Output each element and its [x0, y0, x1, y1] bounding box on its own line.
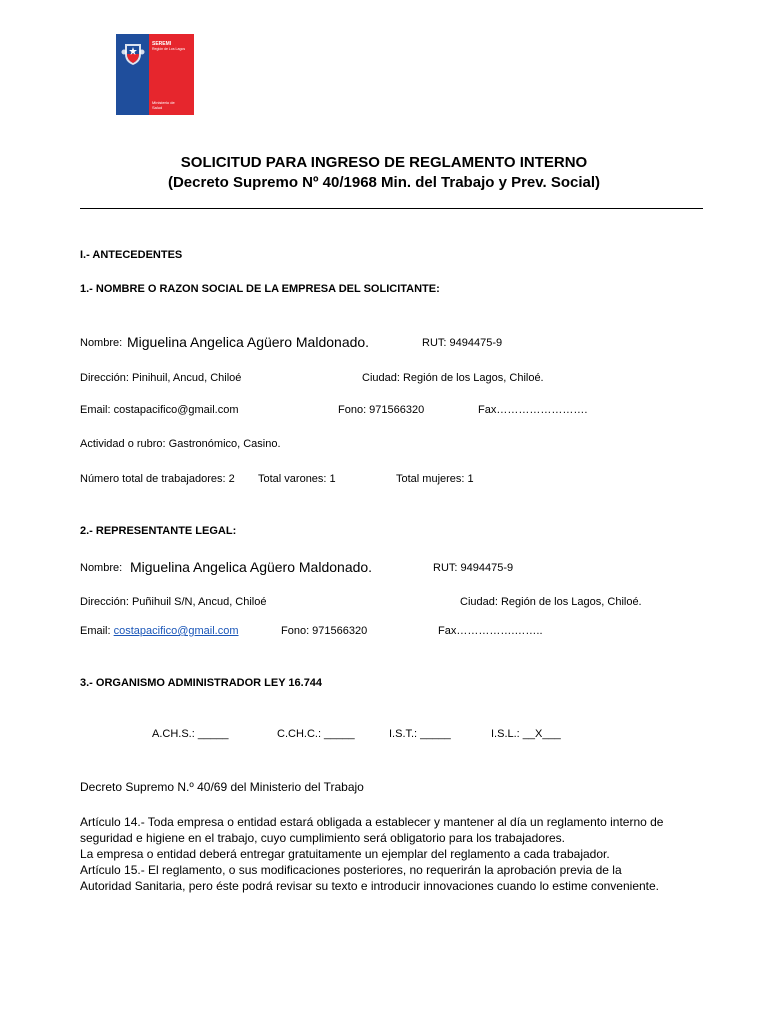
ist-field: I.S.T.: _____	[389, 728, 451, 740]
logo-ministerio-text: Ministerio de Salud	[152, 100, 175, 110]
actividad-value: Actividad o rubro: Gastronómico, Casino.	[80, 438, 281, 450]
achs-field: A.CH.S.: _____	[152, 728, 229, 740]
rep-fono-value: Fono: 971566320	[281, 625, 368, 637]
rep-nombre-value: Miguelina Angelica Agüero Maldonado.	[130, 559, 373, 575]
nombre-value: Miguelina Angelica Agüero Maldonado.	[127, 334, 370, 350]
logo-region-text: Región de Los Lagos	[152, 47, 186, 51]
rep-ciudad-value: Ciudad: Región de los Lagos, Chiloé.	[460, 596, 642, 608]
rep-rut-value: RUT: 9494475-9	[433, 562, 514, 574]
rep-nombre-label: Nombre:	[80, 562, 123, 574]
section-antecedentes-heading: I.- ANTECEDENTES	[80, 249, 183, 261]
article-15-line-1: Artículo 15.- El reglamento, o sus modificaciones posteriores, no requerirán la aprobación previa de la	[80, 863, 622, 877]
rep-email	[80, 625, 239, 637]
rep-fax-value: Fax…………….……..	[438, 625, 543, 637]
article-14-line-2: seguridad e higiene en el trabajo, cuyo cumplimiento será obligatorio para los trabajadores.	[80, 831, 565, 845]
article-15-line-2: Autoridad Sanitaria, pero éste podrá revisar su texto e introducir innovaciones cuando lo estime conveniente.	[80, 879, 660, 893]
decreto-title: Decreto Supremo N.º 40/69 del Ministerio del Trabajo	[80, 780, 364, 794]
section-representante-heading: 2.- REPRESENTANTE LEGAL:	[80, 525, 237, 537]
document-title: SOLICITUD PARA INGRESO DE REGLAMENTO INTERNO	[180, 154, 588, 171]
fono-value: Fono: 971566320	[338, 404, 425, 416]
chile-shield-icon	[119, 38, 147, 68]
decreto-articles	[80, 814, 710, 894]
document-subtitle: (Decreto Supremo Nº 40/1968 Min. del Trabajo y Prev. Social)	[167, 174, 601, 191]
fax-value: Fax…………………….	[478, 404, 588, 416]
direccion-value: Dirección: Pinihuil, Ancud, Chiloé	[80, 372, 242, 384]
rut-value: RUT: 9494475-9	[422, 337, 503, 349]
section-nombre-razon-heading: 1.- NOMBRE O RAZON SOCIAL DE LA EMPRESA DEL SOLICITANTE:	[80, 283, 440, 295]
logo-blue-band	[116, 34, 149, 115]
logo-seremi-text: SEREMI	[152, 41, 172, 47]
article-14-line-1: Artículo 14.- Toda empresa o entidad estará obligada a establecer y mantener al día un reglamento interno de	[80, 815, 664, 829]
cchc-field: C.CH.C.: _____	[277, 728, 355, 740]
article-14-line-3: La empresa o entidad deberá entregar gratuitamente un ejemplar del reglamento a cada trabajador.	[80, 847, 610, 861]
total-trabajadores: Número total de trabajadores: 2	[80, 473, 235, 485]
rep-email-link[interactable]: costapacifico@gmail.com	[113, 625, 239, 637]
nombre-label: Nombre:	[80, 337, 123, 349]
section-organismo-heading: 3.- ORGANISMO ADMINISTRADOR LEY 16.744	[80, 677, 323, 689]
seremi-logo	[116, 34, 194, 115]
total-mujeres: Total mujeres: 1	[396, 473, 474, 485]
total-varones: Total varones: 1	[258, 473, 336, 485]
rep-email-label: Email:	[80, 625, 114, 637]
email-value: Email: costapacifico@gmail.com	[80, 404, 239, 416]
isl-field: I.S.L.: __X___	[491, 728, 561, 740]
title-divider	[80, 208, 703, 209]
ciudad-value: Ciudad: Región de los Lagos, Chiloé.	[362, 372, 544, 384]
rep-direccion-value: Dirección: Puñihuil S/N, Ancud, Chiloé	[80, 596, 267, 608]
